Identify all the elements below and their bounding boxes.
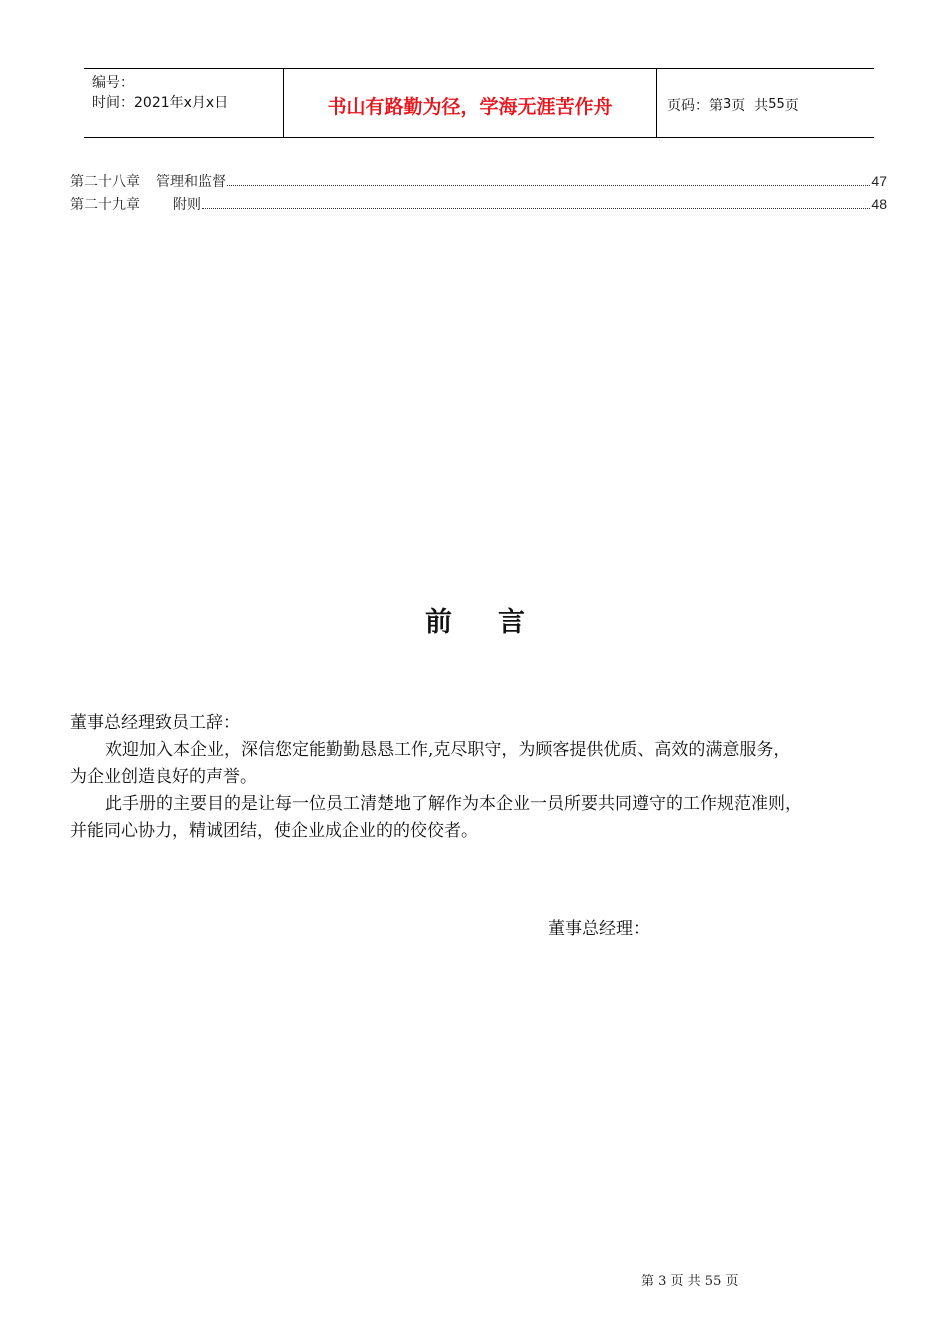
preface-paragraph-1-line-1: 欢迎加入本企业，深信您定能勤勤恳恳工作,克尽职守，为顾客提供优质、高效的满意服务， <box>105 740 791 760</box>
page-suffix: 页 <box>784 97 799 114</box>
signature-line: 董事总经理： <box>548 919 650 939</box>
toc-entry[interactable] <box>70 170 887 193</box>
toc-dot-leader <box>202 207 870 209</box>
page-footer: 第 3 页 共 55 页 <box>641 1274 739 1289</box>
toc-page-number: 48 <box>871 196 887 212</box>
page-total: 55 <box>768 97 785 112</box>
toc-entry[interactable] <box>70 193 887 216</box>
preface-heading-right: 言 <box>498 607 525 638</box>
toc-dot-leader <box>227 184 870 186</box>
document-number-label: 编号： <box>92 75 134 91</box>
table-of-contents <box>70 170 887 216</box>
preface-paragraph-2-line-2: 并能同心协力，精诚团结，使企业成企业的的佼佼者。 <box>70 821 478 841</box>
page-header <box>84 68 874 138</box>
page-mid: 页 共 <box>731 97 769 114</box>
document-time-label: 时间：2021年x月x日 <box>92 95 229 111</box>
preface-body <box>70 710 900 845</box>
preface-heading-left: 前 <box>425 607 452 638</box>
toc-chapter: 第二十九章 <box>70 197 140 213</box>
preface-salutation: 董事总经理致员工辞： <box>70 713 240 733</box>
toc-title: 附则 <box>173 197 201 213</box>
header-meta <box>84 69 284 137</box>
page-prefix: 页码：第 <box>667 97 723 114</box>
preface-heading <box>0 600 950 639</box>
toc-page-number: 47 <box>871 173 887 189</box>
header-motto: 书山有路勤为径，学海无涯苦作舟 <box>284 69 657 137</box>
header-page-info <box>657 69 874 137</box>
page-current: 3 <box>723 97 732 112</box>
toc-chapter: 第二十八章 <box>70 174 140 190</box>
preface-paragraph-2-line-1: 此手册的主要目的是让每一位员工清楚地了解作为本企业一员所要共同遵守的工作规范准则， <box>105 794 802 814</box>
preface-paragraph-1-line-2: 为企业创造良好的声誉。 <box>70 767 257 787</box>
toc-title: 管理和监督 <box>156 174 226 190</box>
